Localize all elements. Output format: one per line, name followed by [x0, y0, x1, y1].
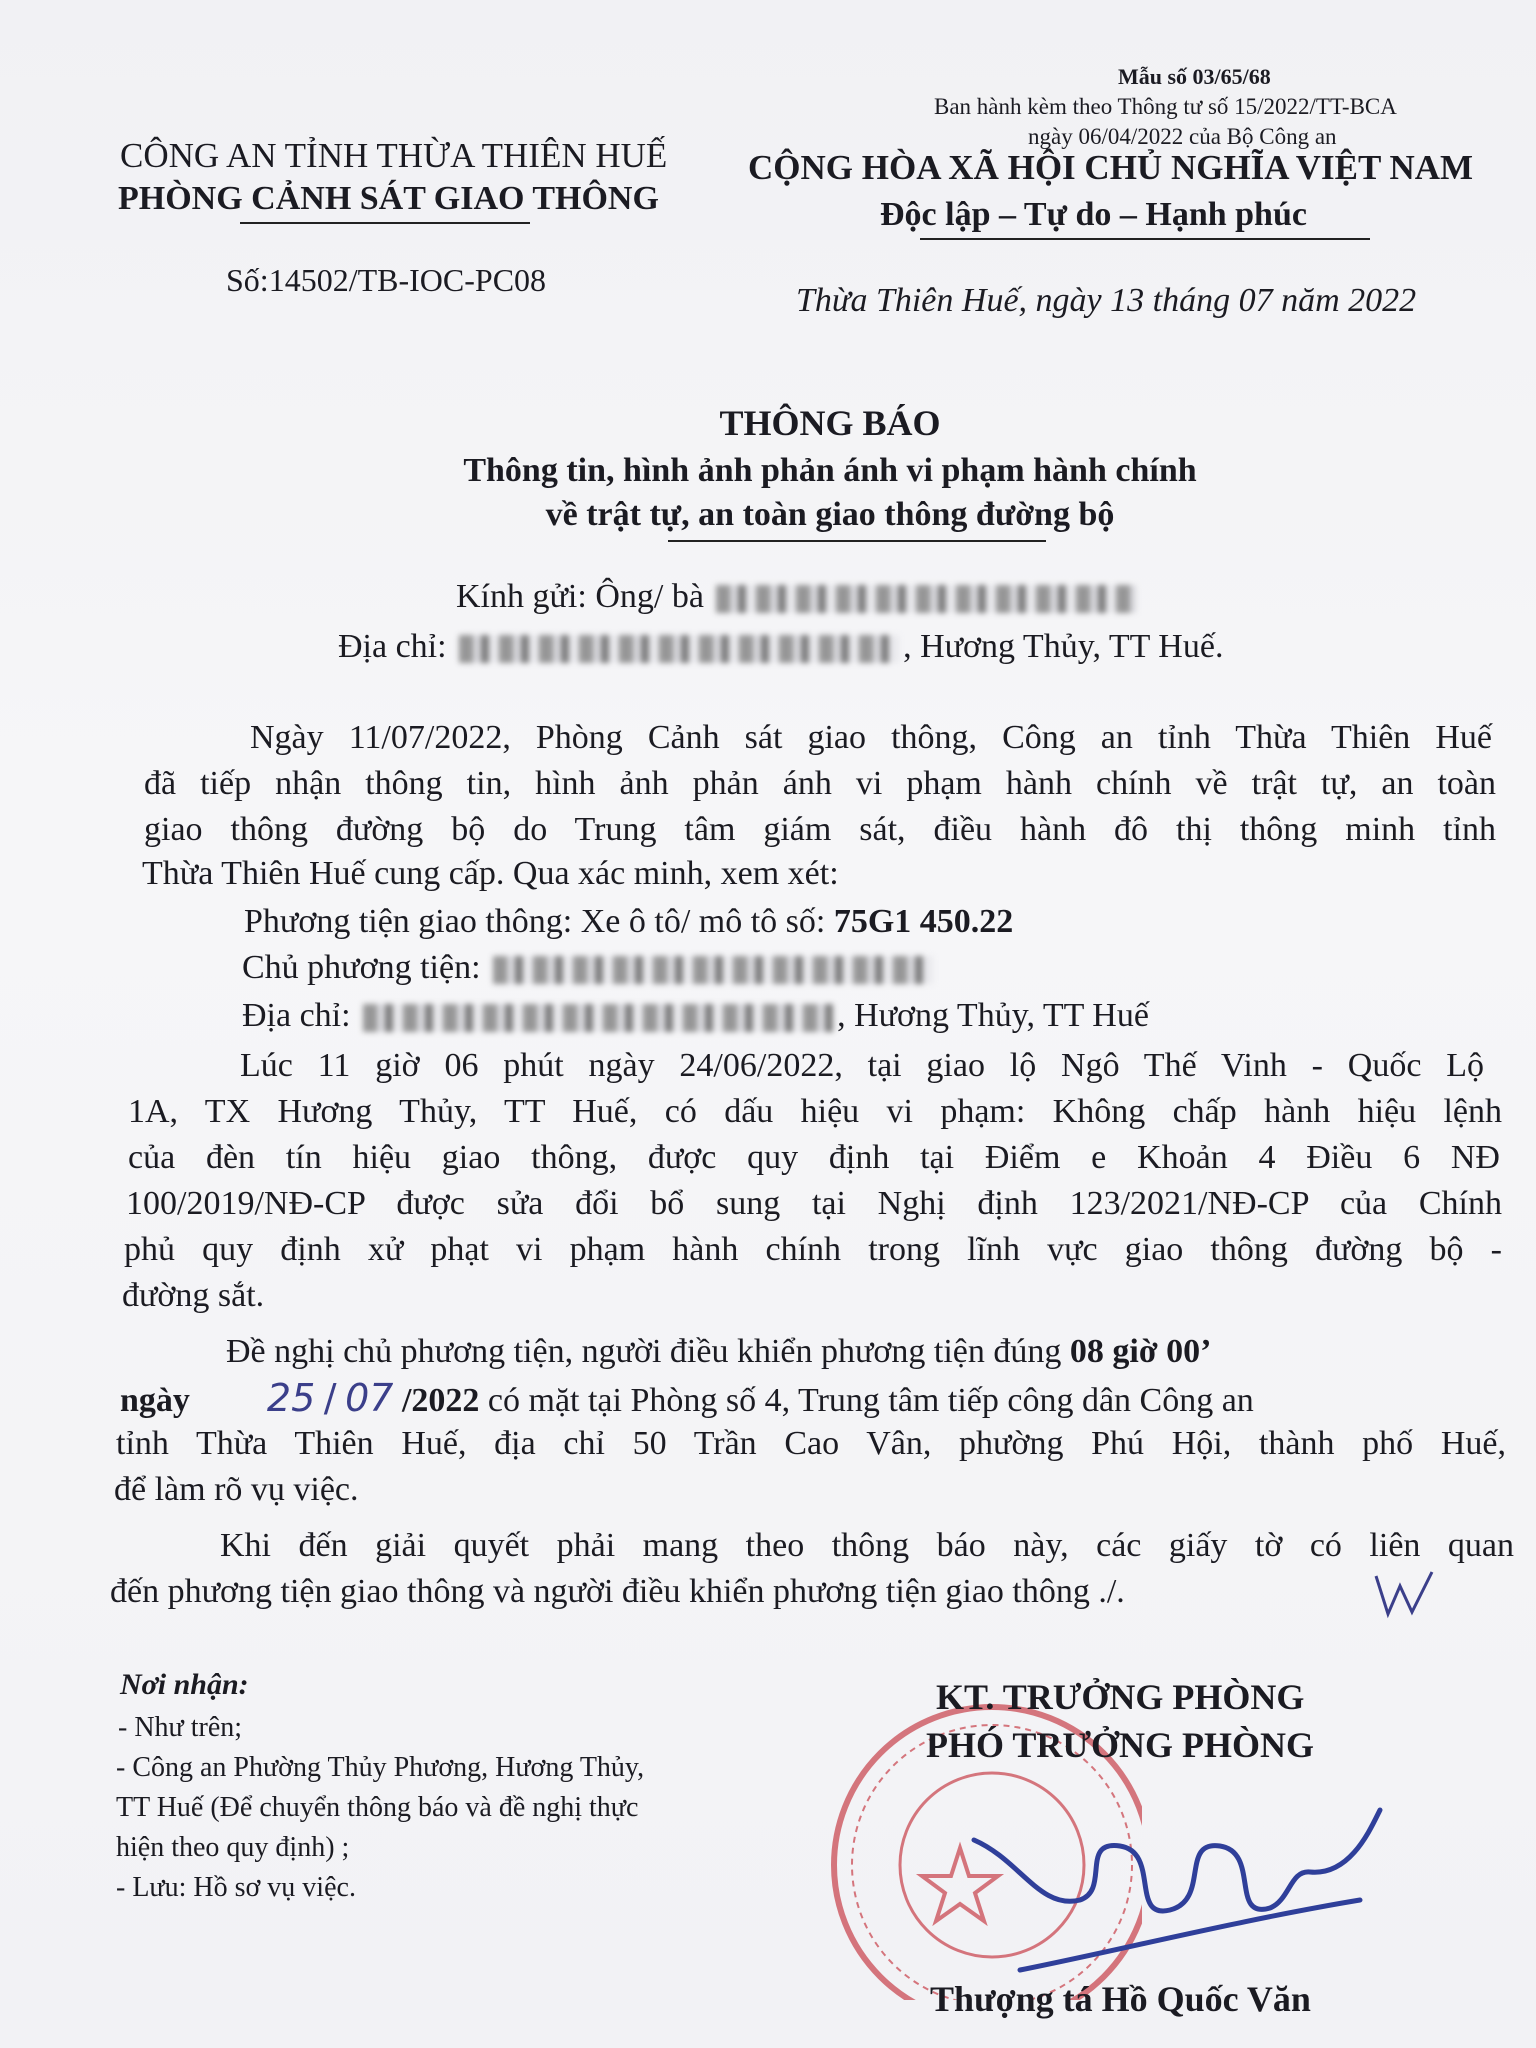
receiver-1: - Như trên; [118, 1712, 243, 1743]
recipient-address-suffix: , Hương Thủy, TT Huế. [903, 628, 1224, 665]
p3-line3: tỉnh Thừa Thiên Huế, địa chỉ 50 Trần Cao Vân, phường Phú Hội, thành phố Huế, [116, 1425, 1506, 1462]
redacted-recipient-name [716, 585, 1136, 613]
title-underline [668, 540, 1046, 542]
handwritten-signature [960, 1800, 1390, 1990]
signatory-name: Thượng tá Hồ Quốc Văn [930, 1979, 1311, 2019]
recipient-greeting: Kính gửi: Ông/ bà [456, 578, 704, 615]
notice-subtitle-2: về trật tự, an toàn giao thông đường bộ [545, 496, 1115, 533]
nation-name: CỘNG HÒA XÃ HỘI CHỦ NGHĨA VIỆT NAM [748, 148, 1474, 187]
motto-underline [920, 238, 1370, 240]
form-issued-line1: Ban hành kèm theo Thông tư số 15/2022/TT-BCA [934, 94, 1397, 119]
p2-line6: đường sắt. [122, 1277, 265, 1314]
handwritten-day: 25 [266, 1376, 316, 1420]
p2-line2: 1A, TX Hương Thủy, TT Huế, có dấu hiệu vi phạm: Không chấp hành hiệu lệnh [128, 1093, 1502, 1130]
vehicle-label: Phương tiện giao thông: Xe ô tô/ mô tô số: [244, 903, 826, 940]
p3-text: Đề nghị chủ phương tiện, người điều khiển phương tiện đúng [226, 1333, 1062, 1370]
owner-address-label: Địa chỉ: [242, 997, 351, 1034]
p3-line4: để làm rõ vụ việc. [114, 1471, 359, 1508]
initials-mark [1370, 1566, 1460, 1622]
p2-line4: 100/2019/NĐ-CP được sửa đổi bổ sung tại Nghị định 123/2021/NĐ-CP của Chính [126, 1185, 1502, 1222]
notice-title: THÔNG BÁO [719, 403, 941, 443]
p3-line2-rest: có mặt tại Phòng số 4, Trung tâm tiếp công dân Công an [487, 1382, 1254, 1419]
recipient-address-label: Địa chỉ: [338, 628, 447, 665]
vehicle-line [244, 900, 1013, 944]
p4-line1: Khi đến giải quyết phải mang theo thông báo này, các giấy tờ có liên quan [220, 1527, 1514, 1564]
signature-title-2: PHÓ TRƯỞNG PHÒNG [926, 1725, 1315, 1765]
owner-line [242, 946, 937, 990]
place-date: Thừa Thiên Huế, ngày 13 tháng 07 năm 2022 [796, 282, 1417, 319]
redacted-recipient-address [459, 635, 899, 663]
department-name: PHÒNG CẢNH SÁT GIAO THÔNG [118, 180, 659, 217]
p1-line2: đã tiếp nhận thông tin, hình ảnh phản ánh vi phạm hành chính về trật tự, an toàn [144, 765, 1496, 802]
department-underline [240, 222, 530, 224]
p4-line2: đến phương tiện giao thông và người điều khiển phương tiện giao thông ./. [110, 1573, 1125, 1610]
p1-line1: Ngày 11/07/2022, Phòng Cảnh sát giao thông, Công an tỉnh Thừa Thiên Huế [250, 719, 1492, 756]
notice-subtitle-1: Thông tin, hình ảnh phản ánh vi phạm hành chính [463, 452, 1197, 489]
receiver-3: - Lưu: Hồ sơ vụ việc. [116, 1872, 356, 1903]
redacted-owner-address [363, 1004, 833, 1032]
p3-line2: ngày 25 / 07 /2022 có mặt tại Phòng số 4, Trung tâm tiếp công dân Công an [120, 1376, 1254, 1420]
appointment-time: 08 giờ 00’ [1069, 1333, 1212, 1370]
recipient-address-line [338, 628, 1223, 666]
receivers-heading: Nơi nhận: [120, 1668, 249, 1701]
p1-line3: giao thông đường bộ do Trung tâm giám sát, điều hành đô thị thông minh tỉnh [144, 811, 1496, 848]
receiver-2-line1: - Công an Phường Thủy Phương, Hương Thủy, [116, 1752, 645, 1783]
appointment-day-label: ngày [120, 1382, 190, 1419]
national-motto: Độc lập – Tự do – Hạnh phúc [880, 196, 1307, 233]
p3-line1 [226, 1330, 1212, 1374]
owner-label: Chủ phương tiện: [242, 949, 481, 986]
p2-line5: phủ quy định xử phạt vi phạm hành chính trong lĩnh vực giao thông đường bộ - [124, 1231, 1502, 1268]
vehicle-plate: 75G1 450.22 [833, 903, 1014, 940]
appointment-year: /2022 [401, 1382, 480, 1419]
document-number: Số:14502/TB-IOC-PC08 [226, 262, 547, 298]
p2-line3: của đèn tín hiệu giao thông, được quy định tại Điểm e Khoản 4 Điều 6 NĐ [128, 1139, 1500, 1176]
p2-line1: Lúc 11 giờ 06 phút ngày 24/06/2022, tại giao lộ Ngô Thế Vinh - Quốc Lộ [240, 1047, 1484, 1084]
receiver-2-line3: hiện theo quy định) ; [116, 1832, 350, 1863]
recipient-line [456, 578, 1140, 616]
owner-address-suffix: , Hương Thủy, TT Huế [837, 997, 1149, 1034]
owner-address-line [242, 994, 1149, 1038]
form-issued-line2: ngày 06/04/2022 của Bộ Công an [1028, 124, 1337, 149]
handwritten-month: 07 [345, 1376, 394, 1420]
agency-name: CÔNG AN TỈNH THỪA THIÊN HUẾ [120, 136, 668, 175]
p1-line4: Thừa Thiên Huế cung cấp. Qua xác minh, xem xét: [142, 855, 839, 892]
form-code: Mẫu số 03/65/68 [1118, 64, 1271, 89]
receiver-2-line2: TT Huế (Để chuyển thông báo và đề nghị thực [116, 1792, 639, 1823]
signature-title-1: KT. TRƯỞNG PHÒNG [936, 1677, 1305, 1717]
redacted-owner-name [493, 956, 933, 984]
